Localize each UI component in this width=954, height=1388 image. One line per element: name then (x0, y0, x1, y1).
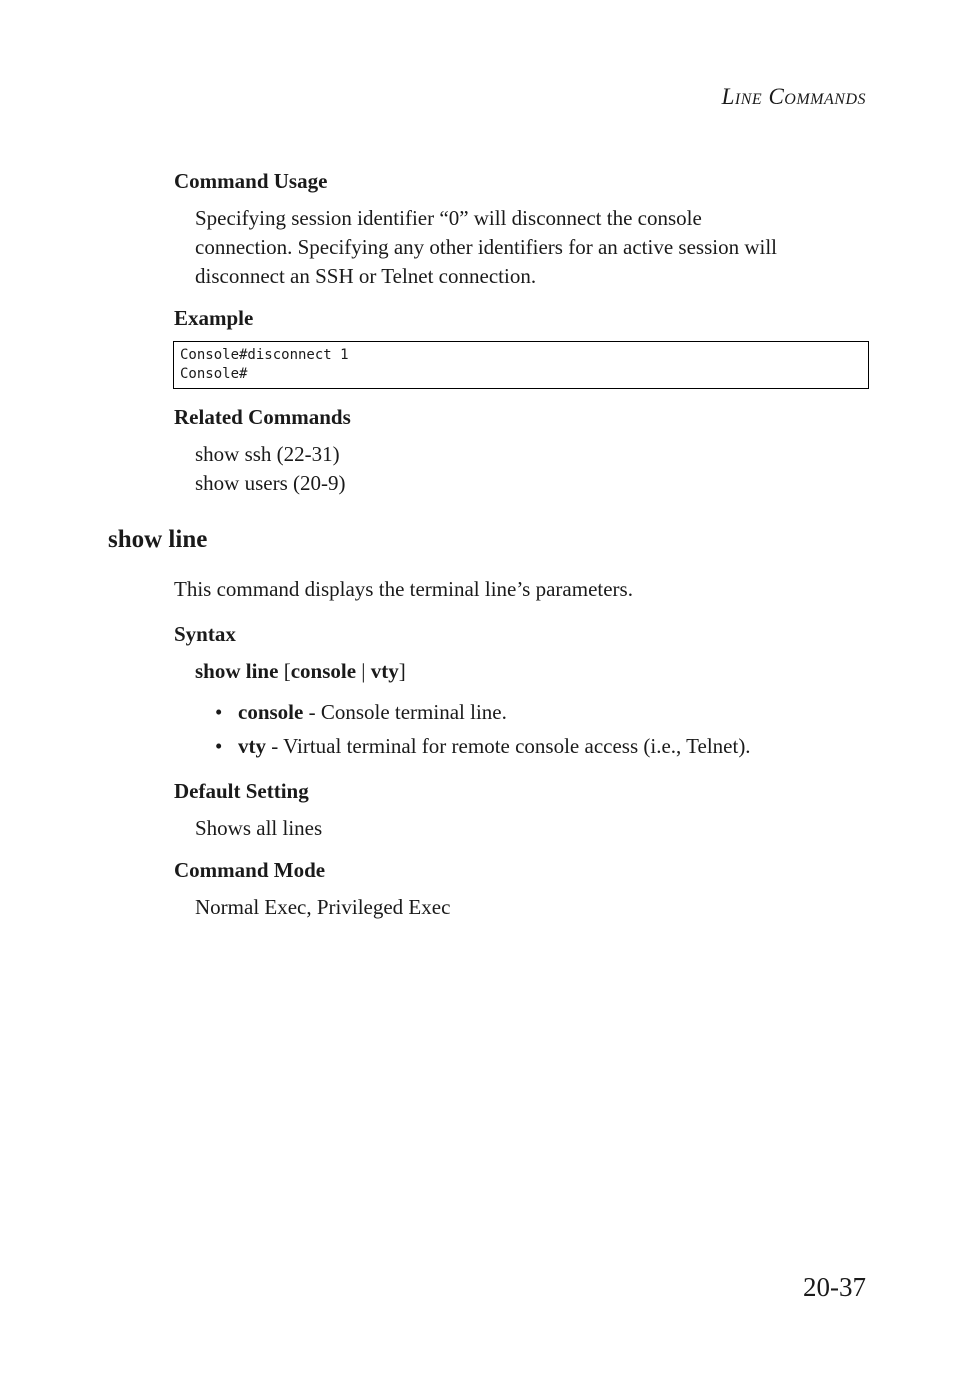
related-commands-list (195, 440, 345, 498)
bullet-term: vty (238, 734, 266, 758)
default-setting-value: Shows all lines (195, 816, 323, 840)
example-heading: Example (174, 306, 254, 330)
syntax-separator: | (356, 659, 371, 683)
bullet-item (215, 700, 507, 725)
syntax-bracket: ] (398, 659, 406, 683)
code-line: Console# (180, 366, 248, 382)
syntax-line (195, 657, 406, 686)
syntax-heading: Syntax (174, 622, 236, 646)
running-head (722, 84, 866, 110)
default-setting-heading: Default Setting (174, 779, 309, 803)
bullet-item (215, 734, 751, 759)
running-head-cap: L (721, 84, 735, 109)
text-line: connection. Specifying any other identifiers for an active session will (195, 235, 778, 259)
command-usage-text (195, 204, 777, 291)
bullet-desc: - Console terminal line. (303, 700, 507, 724)
running-head-smallcaps: INE (734, 91, 763, 108)
related-command-link[interactable]: show users (20-9) (195, 471, 346, 495)
code-line: Console#disconnect 1 (180, 347, 349, 363)
syntax-command: show line (195, 659, 279, 683)
bullet-desc: - Virtual terminal for remote console access (i.e., Telnet). (266, 734, 751, 758)
section-title: show line (108, 526, 208, 553)
command-mode-value: Normal Exec, Privileged Exec (195, 895, 451, 919)
running-head-smallcaps: OMMANDS (784, 91, 866, 108)
syntax-bracket: [ (278, 659, 291, 683)
code-example-box (173, 341, 869, 389)
page-number: 20-37 (803, 1272, 866, 1302)
text-line: disconnect an SSH or Telnet connection. (195, 264, 537, 288)
bullet-icon: • (215, 734, 223, 758)
bullet-term: console (238, 700, 304, 724)
command-usage-heading: Command Usage (174, 169, 328, 193)
syntax-option: vty (370, 659, 399, 683)
running-head-cap: C (768, 84, 785, 109)
text-line: Specifying session identifier “0” will disconnect the console (195, 206, 702, 230)
syntax-option: console (290, 659, 357, 683)
command-mode-heading: Command Mode (174, 858, 326, 882)
bullet-icon: • (215, 700, 223, 724)
section-description: This command displays the terminal line’s parameters. (174, 577, 633, 601)
related-command-link[interactable]: show ssh (22-31) (195, 442, 340, 466)
related-commands-heading: Related Commands (174, 405, 351, 429)
